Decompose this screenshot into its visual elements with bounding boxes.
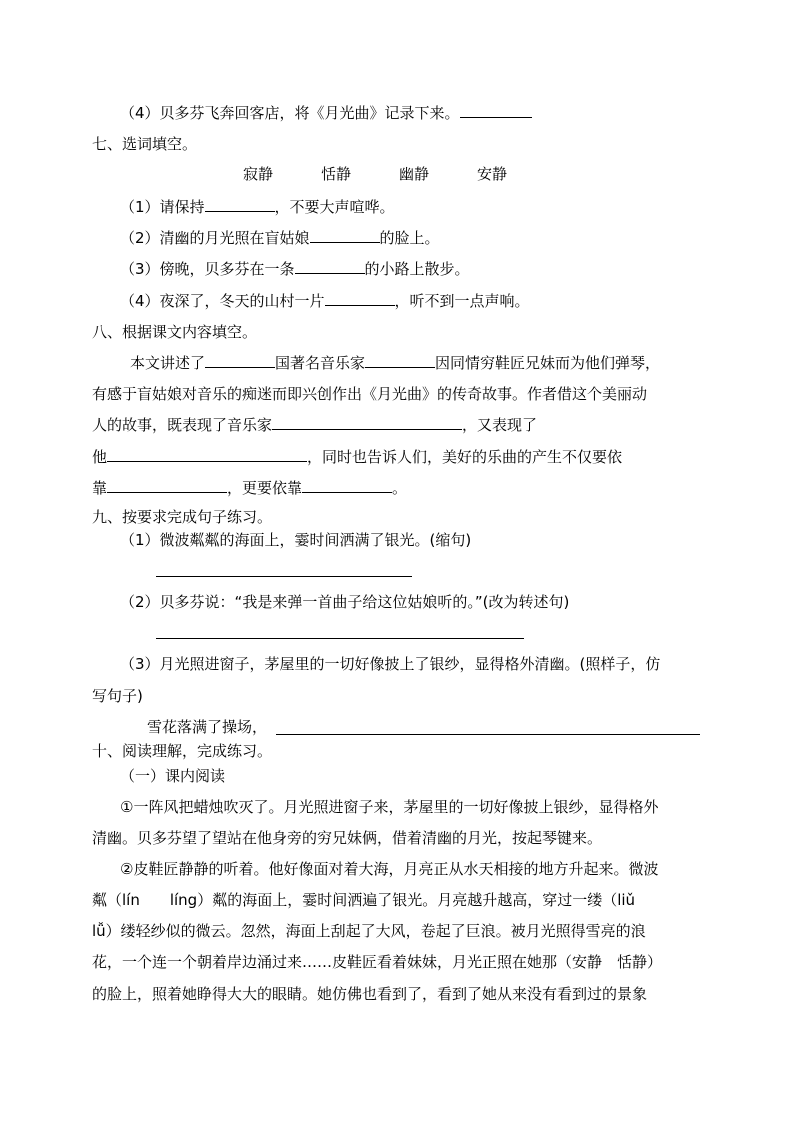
exercise-item: 写句子) — [92, 687, 143, 705]
q6-item-4: （4）贝多芬飞奔回客店，将《月光曲》记录下来。 — [120, 102, 532, 123]
reading-line: 清幽。贝多芬望了望站在他身旁的穷兄妹俩，借着清幽的月光，按起琴键来。 — [92, 829, 603, 847]
subsection-title: （一）课内阅读 — [120, 767, 226, 785]
paragraph-line: 本文讲述了 国著名音乐家 因同情穷鞋匠兄妹而为他们弹琴， — [130, 354, 661, 372]
word-options — [243, 164, 555, 184]
answer-blank[interactable] — [302, 477, 392, 493]
reading-line: 花，一个连一个朝着岸边涌过来……皮鞋匠看着妹妹，月光正照在她那（安静 恬静） — [92, 953, 663, 971]
section-7-title: 七、选词填空。 — [92, 135, 198, 153]
paragraph-line: 有感于盲姑娘对音乐的痴迷而即兴创作出《月光曲》的传奇故事。作者借这个美丽动 — [92, 385, 648, 403]
answer-blank[interactable] — [272, 414, 462, 430]
answer-blank[interactable] — [295, 258, 365, 274]
fill-item: （2）清幽的月光照在盲姑娘 的脸上。 — [120, 229, 440, 247]
answer-blank[interactable] — [310, 227, 380, 243]
answer-line[interactable] — [156, 576, 412, 577]
paragraph-line: 人的故事，既表现了音乐家 ，又表现了 — [92, 416, 538, 434]
word-option: 幽静 — [399, 165, 430, 183]
reading-line: 粼（lín líng）粼的海面上，霎时间洒遍了银光。月亮越升越高，穿过一缕（liǔ — [92, 891, 636, 909]
answer-blank[interactable] — [107, 446, 307, 462]
exercise-item: 雪花落满了操场， — [147, 718, 268, 736]
answer-line[interactable] — [276, 734, 700, 735]
fill-item: （1）请保持 ，不要大声喧哗。 — [120, 198, 395, 216]
exercise-item: （1）微波粼粼的海面上，霎时间洒满了银光。(缩句) — [120, 531, 472, 549]
answer-blank[interactable] — [365, 352, 435, 368]
answer-blank[interactable] — [205, 196, 275, 212]
section-9-title: 九、按要求完成句子练习。 — [92, 508, 273, 526]
answer-blank[interactable] — [325, 290, 395, 306]
section-10-title: 十、阅读理解，完成练习。 — [92, 742, 273, 760]
reading-line: ①一阵风把蜡烛吹灭了。月光照进窗子来，茅屋里的一切好像披上银纱，显得格外 — [120, 798, 659, 816]
word-option: 恬静 — [321, 165, 352, 183]
fill-item: （3）傍晚，贝多芬在一条 的小路上散步。 — [120, 260, 470, 278]
answer-blank[interactable] — [205, 352, 275, 368]
answer-blank[interactable] — [107, 477, 227, 493]
section-8-title: 八、根据课文内容填空。 — [92, 323, 258, 341]
exercise-item: （3）月光照进窗子，茅屋里的一切好像披上了银纱，显得格外清幽。(照样子，仿 — [120, 655, 661, 673]
exercise-item: （2）贝多芬说：“我是来弹一首曲子给这位姑娘听的。”(改为转述句) — [120, 593, 570, 611]
paragraph-line: 靠 ，更要依靠 。 — [92, 479, 408, 497]
reading-line: ②皮鞋匠静静的听着。他好像面对着大海，月亮正从水天相接的地方升起来。微波 — [120, 860, 659, 878]
fill-item: （4）夜深了，冬天的山村一片 ，听不到一点声响。 — [120, 292, 530, 310]
answer-line[interactable] — [156, 638, 524, 639]
reading-line: 的脸上，照着她睁得大大的眼睛。她仿佛也看到了，看到了她从来没有看到过的景象 — [92, 985, 648, 1003]
word-option: 安静 — [477, 165, 508, 183]
paragraph-line: 他 ，同时也告诉人们，美好的乐曲的产生不仅要依 — [92, 448, 623, 466]
word-option: 寂静 — [243, 165, 274, 183]
answer-blank[interactable] — [460, 102, 532, 118]
reading-line: lǚ）缕轻纱似的微云。忽然，海面上刮起了大风，卷起了巨浪。被月光照得雪亮的浪 — [92, 922, 646, 940]
